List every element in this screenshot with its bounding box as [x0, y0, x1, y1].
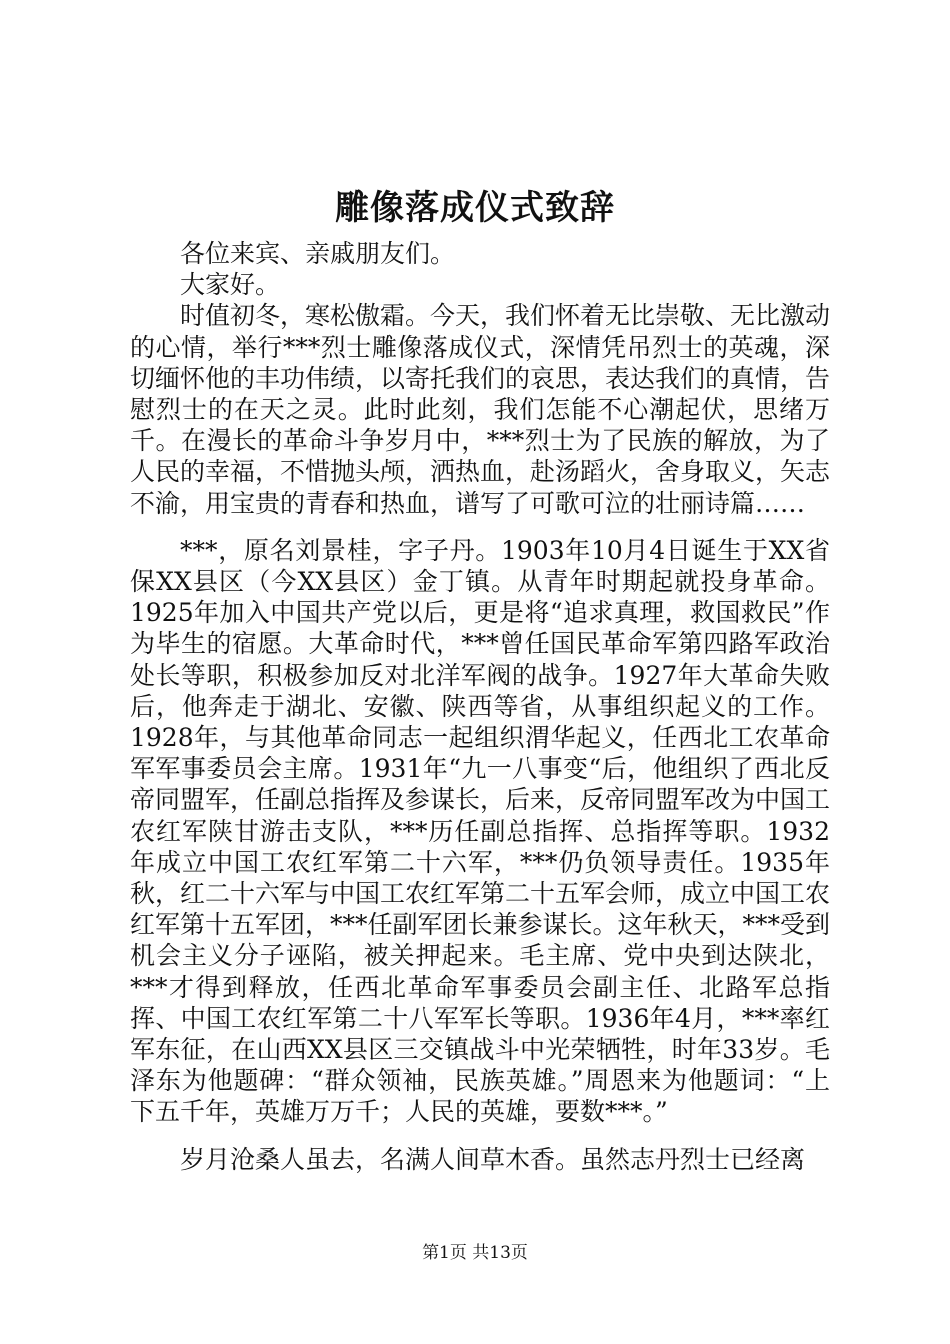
hello-paragraph: 大家好。 — [180, 270, 281, 300]
greeting-paragraph: 各位来宾、亲戚朋友们。 — [180, 239, 456, 268]
page-number: 第1页 共13页 — [422, 1243, 528, 1263]
document-title: 雕像落成仪式致辞 — [335, 188, 615, 228]
document-body — [130, 238, 830, 1175]
closing-paragraph: 岁月沧桑人虽去，名满人间草木香。虽然志丹烈士已经离 — [180, 1144, 806, 1174]
biography-paragraph: ***，原名刘景桂，字子丹。1903年10月4日诞生于XX省保XX县区（今XX县区）金丁镇。从青年时期起就投身革命。1925年加入中国共产党以后，更是将“追求真理，救国救民”作为毕生的宿愿。大革命时代，***曾任国民革命军第四路军政治处长等职，积极参加反对北洋军阀的战争。1927年大革命失败后，他奔走于湖北、安徽、陕西等省，从事组织起义的工作。1928年，与其他革命同志一起组织渭华起义，任西北工农革命军军事委员会主席。1931年“九一八事变“后，他组织了西北反帝同盟军，任副总指挥及参谋长，后来，反帝同盟军改为中国工农红军陕甘游击支队，***历任副总指挥、总指挥等职。1932年成立中国工农红军第二十六军，***仍负领导责任。1935年秋，红二十六军与中国工农红军第二十五军会师，成立中国工农红军第十五军团，***任副军团长兼参谋长。这年秋天，***受到机会主义分子诬陷，被关押起来。毛主席、党中央到达陕北，***才得到释放，任西北革命军事委员会副主任、北路军总指挥、中国工农红军第二十八军军长等职。1936年4月，***率红军东征，在山西XX县区三交镇战斗中光荣牺牲，时年33岁。毛泽东为他题碑：“群众领袖，民族英雄。”周恩来为他题词：“上下五千年，英雄万万千；人民的英雄，要数***。” — [130, 535, 831, 1127]
opening-paragraph: 时值初冬，寒松傲霜。今天，我们怀着无比崇敬、无比激动的心情，举行***烈士雕像落成仪式，深情凭吊烈士的英魂，深切缅怀他的丰功伟绩，以寄托我们的哀思，表达我们的真情，告慰烈士的在天之灵。此时此刻，我们怎能不心潮起伏，思绪万千。在漫长的革命斗争岁月中，***烈士为了民族的解放，为了人民的幸福，不惜抛头颅，洒热血，赴汤蹈火，舍身取义，矢志不渝，用宝贵的青春和热血，谱写了可歌可泣的壮丽诗篇…… — [130, 301, 831, 518]
